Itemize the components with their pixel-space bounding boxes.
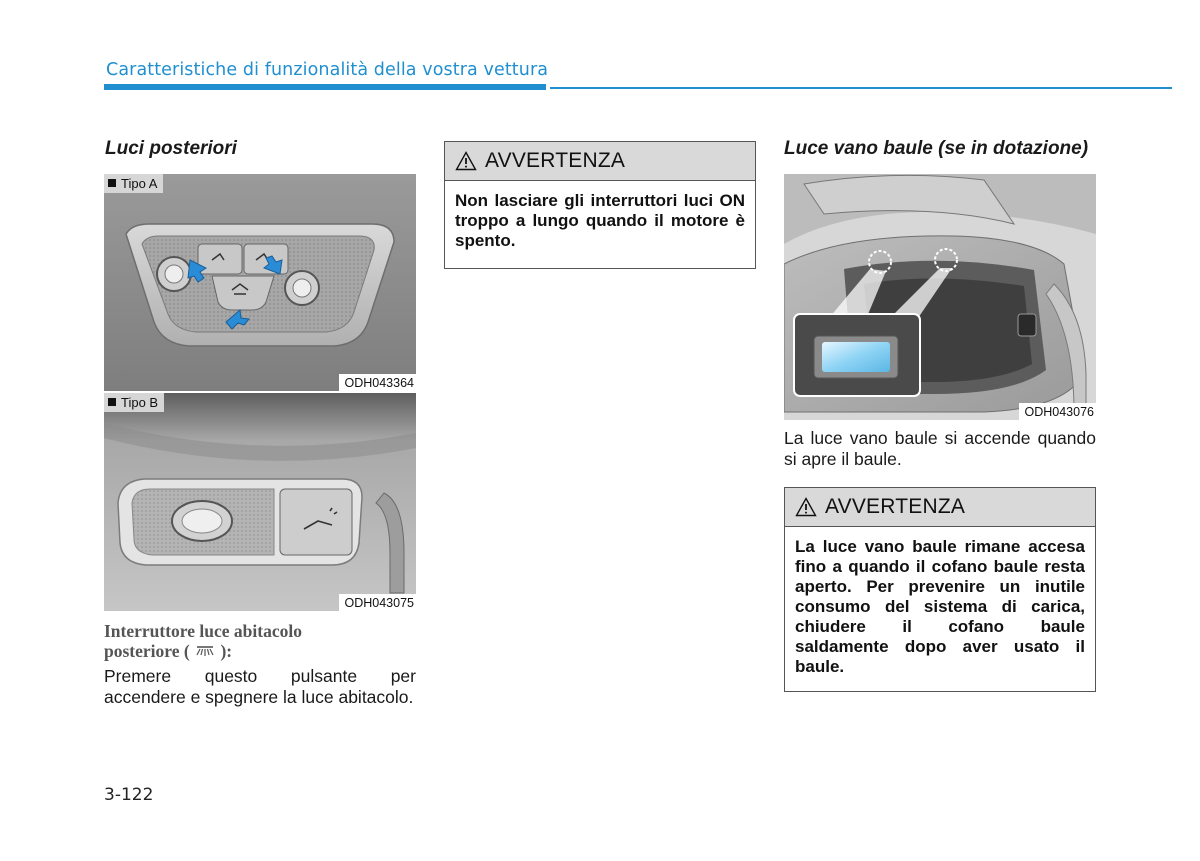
subheading-rear-interior-switch: Interruttore luce abitacolo posteriore ( ):: [104, 621, 302, 661]
warning-text: La luce vano baule rimane accesa fino a quando il cofano baule resta aperto. Per prevenire un inutile consumo del sistema di carica, chiudere il cofano baule saldamente dopo aver usato il baule.: [795, 537, 1085, 676]
warning-title: AVVERTENZA: [485, 149, 626, 172]
interior-light-icon: [194, 644, 216, 658]
image-type-b-code: ODH043075: [339, 594, 417, 611]
rear-lamp-type-a-illustration: [104, 174, 416, 391]
section-title-trunk-light: Luce vano baule (se in dotazione): [784, 138, 1089, 159]
warning-triangle-icon: [795, 497, 817, 517]
warning-title: AVVERTENZA: [825, 495, 966, 518]
warning-header: [785, 488, 1095, 527]
page-number: 3-122: [104, 785, 154, 805]
warning-box-lights-on: [444, 141, 756, 269]
trunk-light-description: La luce vano baule si accende quando si apre il baule.: [784, 428, 1096, 469]
image-type-b: [104, 393, 416, 611]
rear-switch-description: Premere questo pulsante per accendere e spegnere la luce abitacolo.: [104, 666, 416, 707]
image-type-a-label: Tipo A: [104, 174, 163, 193]
image-trunk-light-code: ODH043076: [1019, 403, 1097, 420]
image-trunk-light: [784, 174, 1096, 420]
image-type-b-label: Tipo B: [104, 393, 164, 412]
bullet-square-icon: [108, 179, 116, 187]
chapter-title: Caratteristiche di funzionalità della vostra vettura: [106, 60, 549, 80]
bullet-square-icon: [108, 398, 116, 406]
trunk-light-illustration: [784, 174, 1096, 420]
warning-triangle-icon: [455, 151, 477, 171]
warning-header: [445, 142, 755, 181]
image-type-a-code: ODH043364: [339, 374, 417, 391]
section-title-rear-lights: Luci posteriori: [105, 138, 237, 159]
warning-box-trunk-light: [784, 487, 1096, 692]
header-rule-thin: [550, 87, 1172, 89]
rear-lamp-type-b-illustration: [104, 393, 416, 611]
image-type-a: [104, 174, 416, 391]
header-rule-thick: [104, 84, 546, 90]
warning-text: Non lasciare gli interruttori luci ON troppo a lungo quando il motore è spento.: [455, 191, 745, 250]
